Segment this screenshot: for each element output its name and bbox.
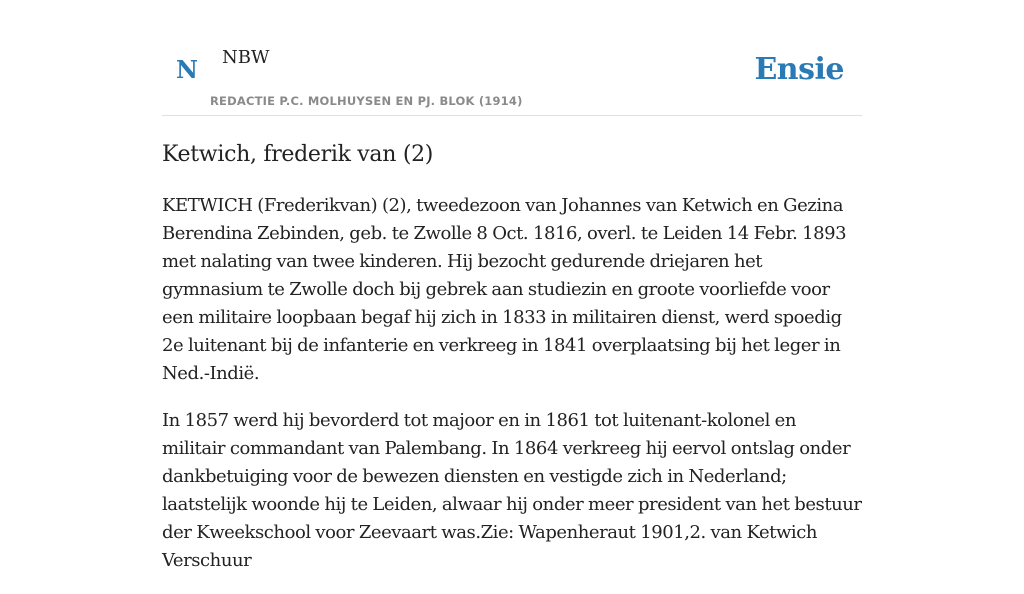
brand-logo[interactable]: Ensie	[754, 52, 844, 87]
page	[162, 0, 862, 571]
source-name[interactable]: NBW	[222, 47, 270, 68]
header	[162, 0, 862, 116]
article-paragraph: In 1857 werd hij bevorderd tot majoor en in 1861 tot luitenant-kolonel en militair commandant van Palembang. In 1864 verkreeg hij eervol ontslag onder dankbetuiging voor de bewezen diensten en vestigde zich in Nederland; laatstelijk woonde hij te Leiden, alwaar hij onder meer president van het bestuur der Kweekschool voor Zeevaart was.Zie: Wapenheraut 1901,2. van Ketwich Verschuur	[162, 410, 862, 571]
source-subtitle: REDACTIE P.C. MOLHUYSEN EN PJ. BLOK (1914)	[210, 94, 523, 108]
page-title: Ketwich, frederik van (2)	[162, 142, 434, 167]
article-body	[162, 192, 862, 594]
article-paragraph: KETWICH (Frederikvan) (2), tweedezoon van Johannes van Ketwich en Gezina Berendina Zebinden, geb. te Zwolle 8 Oct. 1816, overl. te Leiden 14 Febr. 1893 met nalating van twee kinderen. Hij bezocht gedurende driejaren het gymnasium te Zwolle doch bij gebrek aan studiezin en groote voorliefde voor een militaire loopbaan begaf hij zich in 1833 in militairen dienst, werd spoedig 2e luitenant bij de infanterie en verkreeg in 1841 overplaatsing bij het leger in Ned.-Indië.	[162, 195, 847, 384]
source-logo[interactable]: N	[176, 55, 198, 84]
